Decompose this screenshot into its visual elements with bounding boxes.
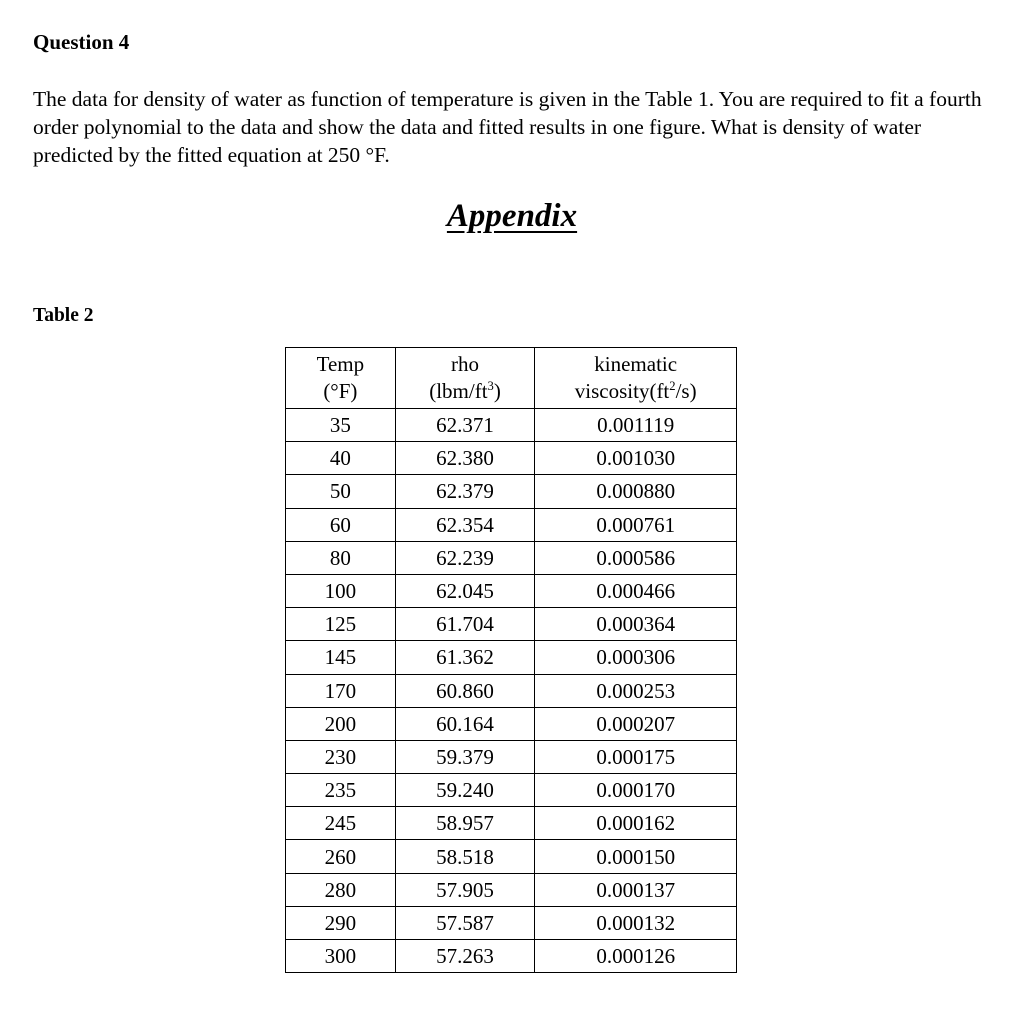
cell-viscosity: 0.000175 — [535, 740, 737, 773]
cell-rho: 61.704 — [395, 608, 535, 641]
cell-temp: 100 — [286, 574, 396, 607]
cell-viscosity: 0.000162 — [535, 807, 737, 840]
cell-temp: 40 — [286, 442, 396, 475]
table-row — [286, 740, 737, 773]
table-row — [286, 707, 737, 740]
header-temp-unit: (°F) — [323, 379, 358, 403]
cell-temp: 35 — [286, 409, 396, 442]
table-row — [286, 940, 737, 973]
cell-viscosity: 0.001030 — [535, 442, 737, 475]
cell-temp: 80 — [286, 541, 396, 574]
table-body — [286, 409, 737, 973]
cell-rho: 57.905 — [395, 873, 535, 906]
cell-viscosity: 0.000306 — [535, 641, 737, 674]
table-row — [286, 409, 737, 442]
cell-rho: 59.240 — [395, 774, 535, 807]
header-viscosity-unit — [535, 378, 736, 405]
cell-rho: 62.371 — [395, 409, 535, 442]
header-viscosity-unit-suffix: /s) — [675, 379, 697, 403]
table-row — [286, 807, 737, 840]
header-rho-label: rho — [451, 352, 480, 376]
header-temp-label: Temp — [316, 352, 365, 376]
cell-rho: 60.164 — [395, 707, 535, 740]
header-rho-unit-prefix: (lbm/ft — [429, 379, 488, 403]
cell-rho: 58.518 — [395, 840, 535, 873]
table-row — [286, 641, 737, 674]
cell-rho: 58.957 — [395, 807, 535, 840]
cell-viscosity: 0.000137 — [535, 873, 737, 906]
data-table — [285, 347, 737, 973]
table-header-row — [286, 348, 737, 409]
table-row — [286, 674, 737, 707]
question-text: The data for density of water as function of temperature is given in the Table 1. You are required to fit a fourth order polynomial to the data and show the data and fitted results in one figure. What is density of water predicted by the fitted equation at 250 °F. — [33, 87, 982, 167]
cell-temp: 145 — [286, 641, 396, 674]
cell-viscosity: 0.000880 — [535, 475, 737, 508]
cell-temp: 50 — [286, 475, 396, 508]
cell-temp: 260 — [286, 840, 396, 873]
cell-temp: 125 — [286, 608, 396, 641]
header-rho — [395, 348, 535, 409]
table-row — [286, 508, 737, 541]
table-row — [286, 906, 737, 939]
cell-viscosity: 0.000132 — [535, 906, 737, 939]
cell-rho: 61.362 — [395, 641, 535, 674]
header-viscosity — [535, 348, 737, 409]
table-row — [286, 541, 737, 574]
cell-rho: 62.239 — [395, 541, 535, 574]
cell-viscosity: 0.000170 — [535, 774, 737, 807]
cell-temp: 230 — [286, 740, 396, 773]
table-row — [286, 608, 737, 641]
cell-temp: 200 — [286, 707, 396, 740]
table-row — [286, 774, 737, 807]
cell-viscosity: 0.000126 — [535, 940, 737, 973]
header-viscosity-label: kinematic — [594, 352, 678, 376]
cell-viscosity: 0.000761 — [535, 508, 737, 541]
cell-viscosity: 0.000150 — [535, 840, 737, 873]
table-caption: Table 2 — [33, 305, 94, 326]
table-row — [286, 475, 737, 508]
cell-rho: 57.587 — [395, 906, 535, 939]
header-viscosity-unit-sup: 2 — [669, 379, 676, 393]
cell-rho: 59.379 — [395, 740, 535, 773]
cell-rho: 62.379 — [395, 475, 535, 508]
cell-viscosity: 0.000466 — [535, 574, 737, 607]
cell-rho: 60.860 — [395, 674, 535, 707]
table-header — [286, 348, 737, 409]
header-temp — [286, 348, 396, 409]
cell-temp: 245 — [286, 807, 396, 840]
question-title: Question 4 — [33, 30, 130, 54]
cell-rho: 62.354 — [395, 508, 535, 541]
header-rho-unit-sup: 3 — [487, 379, 494, 393]
cell-temp: 280 — [286, 873, 396, 906]
cell-viscosity: 0.000586 — [535, 541, 737, 574]
table-row — [286, 840, 737, 873]
cell-viscosity: 0.000207 — [535, 707, 737, 740]
cell-temp: 170 — [286, 674, 396, 707]
cell-temp: 300 — [286, 940, 396, 973]
header-rho-unit-suffix: ) — [493, 379, 501, 403]
cell-temp: 60 — [286, 508, 396, 541]
header-rho-unit — [396, 378, 535, 405]
table-row — [286, 574, 737, 607]
table-row — [286, 873, 737, 906]
cell-viscosity: 0.001119 — [535, 409, 737, 442]
header-viscosity-unit-prefix: viscosity(ft — [574, 379, 670, 403]
table-row — [286, 442, 737, 475]
cell-temp: 290 — [286, 906, 396, 939]
cell-rho: 62.380 — [395, 442, 535, 475]
cell-viscosity: 0.000364 — [535, 608, 737, 641]
cell-rho: 57.263 — [395, 940, 535, 973]
cell-rho: 62.045 — [395, 574, 535, 607]
cell-temp: 235 — [286, 774, 396, 807]
cell-viscosity: 0.000253 — [535, 674, 737, 707]
appendix-heading: Appendix — [446, 198, 578, 234]
